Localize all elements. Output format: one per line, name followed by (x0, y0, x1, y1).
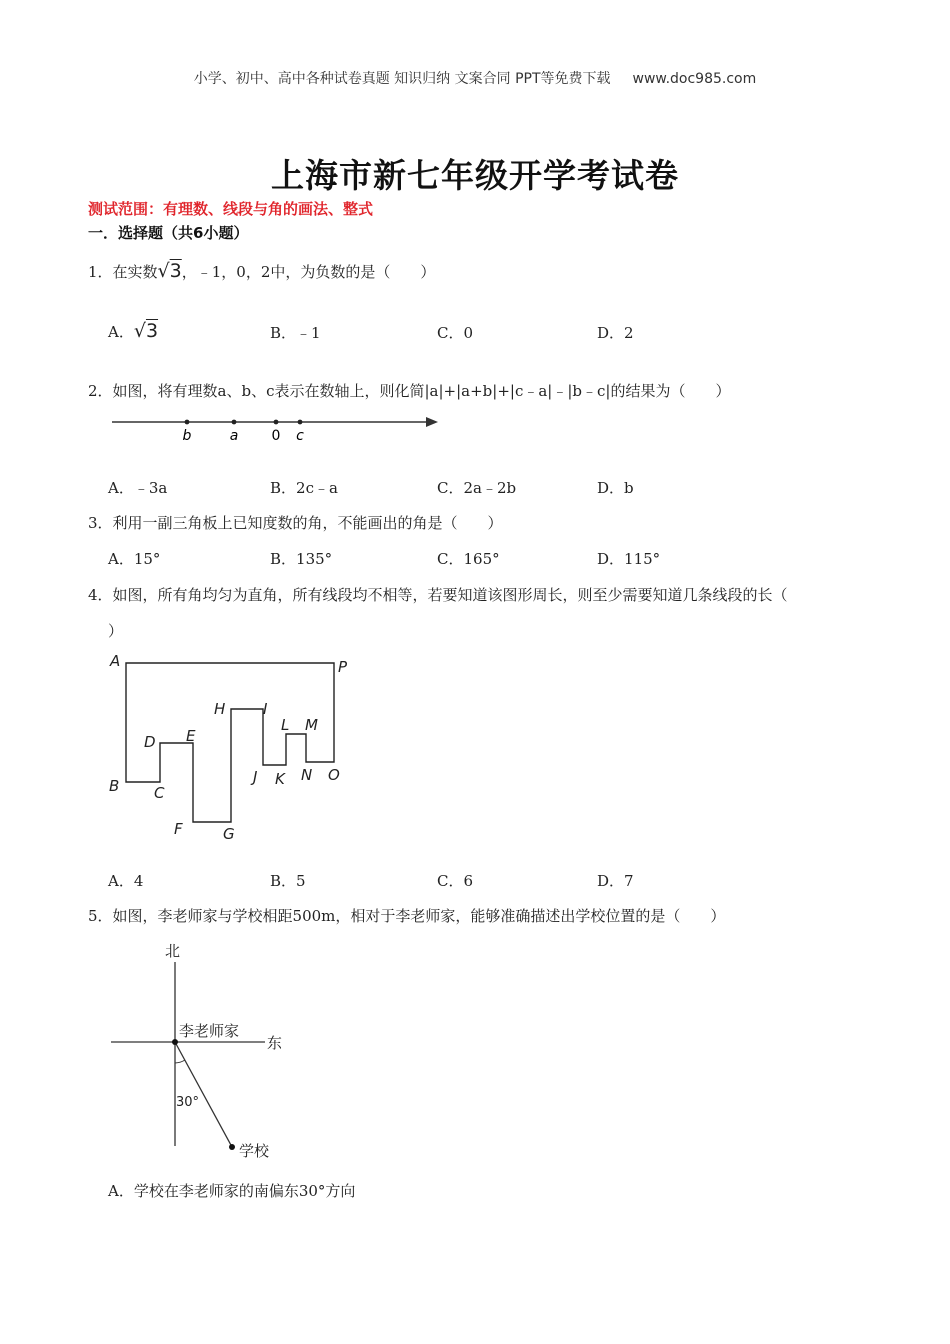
question-1-stem (88, 260, 435, 282)
label-B: B (109, 777, 120, 795)
point-zero (274, 420, 279, 425)
page-title: 上海市新七年级开学考试卷 (271, 156, 679, 195)
q1-stem-b: ，﹣1，0，2中，为负数的是（ ） (181, 263, 436, 281)
direction-figure (105, 936, 305, 1166)
point-b (185, 420, 190, 425)
label-c: c (296, 428, 304, 444)
test-scope: 测试范围：有理数、线段与角的画法、整式 (88, 200, 374, 218)
label-G: G (223, 825, 235, 843)
q4-option-d[interactable]: D．7 (597, 872, 634, 890)
q4-option-a[interactable]: A．4 (108, 872, 144, 890)
label-I: I (263, 700, 268, 718)
label-O: O (328, 766, 340, 784)
q3-option-a[interactable]: A．15° (108, 550, 161, 568)
q2-option-b[interactable]: B．2c﹣a (270, 479, 338, 497)
sqrt-symbol: √3 (133, 320, 159, 342)
angle-arc (175, 1060, 185, 1063)
question-4-stem: 4．如图，所有角均匀为直角，所有线段均不相等，若要知道该图形周长，则至少需要知道几条线段的长（ (88, 586, 788, 604)
label-J: J (253, 768, 258, 786)
section-heading: 一．选择题（共6小题） (88, 224, 249, 242)
q1-option-d[interactable]: D．2 (597, 324, 634, 342)
point-a (232, 420, 237, 425)
label-a: a (229, 428, 239, 444)
label-E: E (186, 727, 196, 745)
angle-label: 30° (176, 1095, 200, 1110)
label-F: F (174, 820, 183, 838)
q1-option-b[interactable]: B．﹣1 (270, 324, 321, 342)
q2-option-c[interactable]: C．2a﹣2b (437, 479, 517, 497)
q1-option-a-label: A． (108, 323, 134, 341)
label-A: A (110, 652, 121, 670)
label-C: C (154, 784, 165, 802)
label-P: P (338, 658, 348, 676)
label-zero: 0 (271, 428, 281, 444)
school-label: 学校 (239, 1142, 270, 1160)
q1-radicand: 3 (169, 260, 182, 282)
q4-option-b[interactable]: B．5 (270, 872, 306, 890)
point-c (298, 420, 303, 425)
question-5-stem: 5．如图，李老师家与学校相距500m，相对于李老师家，能够准确描述出学校位置的是（ ） (88, 907, 726, 925)
page-header (0, 68, 950, 88)
rectilinear-figure (100, 648, 370, 848)
label-b: b (182, 428, 192, 444)
home-point (172, 1039, 178, 1045)
school-point (229, 1144, 235, 1150)
header-text: 小学、初中、高中各种试卷真题 知识归纳 文案合同 PPT等免费下载 (193, 71, 611, 87)
q2-option-a[interactable]: A．﹣3a (108, 479, 168, 497)
east-label: 东 (267, 1034, 283, 1052)
label-N: N (301, 766, 313, 784)
q5-option-a[interactable]: A．学校在李老师家的南偏东30°方向 (108, 1182, 356, 1200)
q1-option-a[interactable] (108, 320, 158, 342)
number-line-figure (108, 408, 448, 448)
label-K: K (275, 770, 285, 788)
question-2-stem: 2．如图，将有理数a、b、c表示在数轴上，则化简|a|+|a+b|+|c﹣a|﹣|b﹣c|的结果为（ ） (88, 382, 731, 400)
label-M: M (305, 716, 318, 734)
q3-option-b[interactable]: B．135° (270, 550, 333, 568)
label-D: D (144, 733, 156, 751)
q1-option-a-radicand: 3 (145, 320, 159, 342)
label-L: L (281, 716, 290, 734)
sqrt-symbol: √3 (157, 260, 182, 282)
q2-option-d[interactable]: D．b (597, 479, 634, 497)
q1-stem-a: 1．在实数 (88, 263, 158, 281)
north-label: 北 (165, 942, 181, 960)
home-label: 李老师家 (179, 1022, 240, 1040)
arrow-head-icon (426, 417, 438, 427)
q3-option-d[interactable]: D．115° (597, 550, 661, 568)
q1-option-c[interactable]: C．0 (437, 324, 474, 342)
label-H: H (214, 700, 226, 718)
q3-option-c[interactable]: C．165° (437, 550, 500, 568)
header-url[interactable]: www.doc985.com (632, 71, 757, 87)
q4-option-c[interactable]: C．6 (437, 872, 474, 890)
question-4-stem-end: ） (108, 622, 124, 640)
question-3-stem: 3．利用一副三角板上已知度数的角，不能画出的角是（ ） (88, 514, 503, 532)
